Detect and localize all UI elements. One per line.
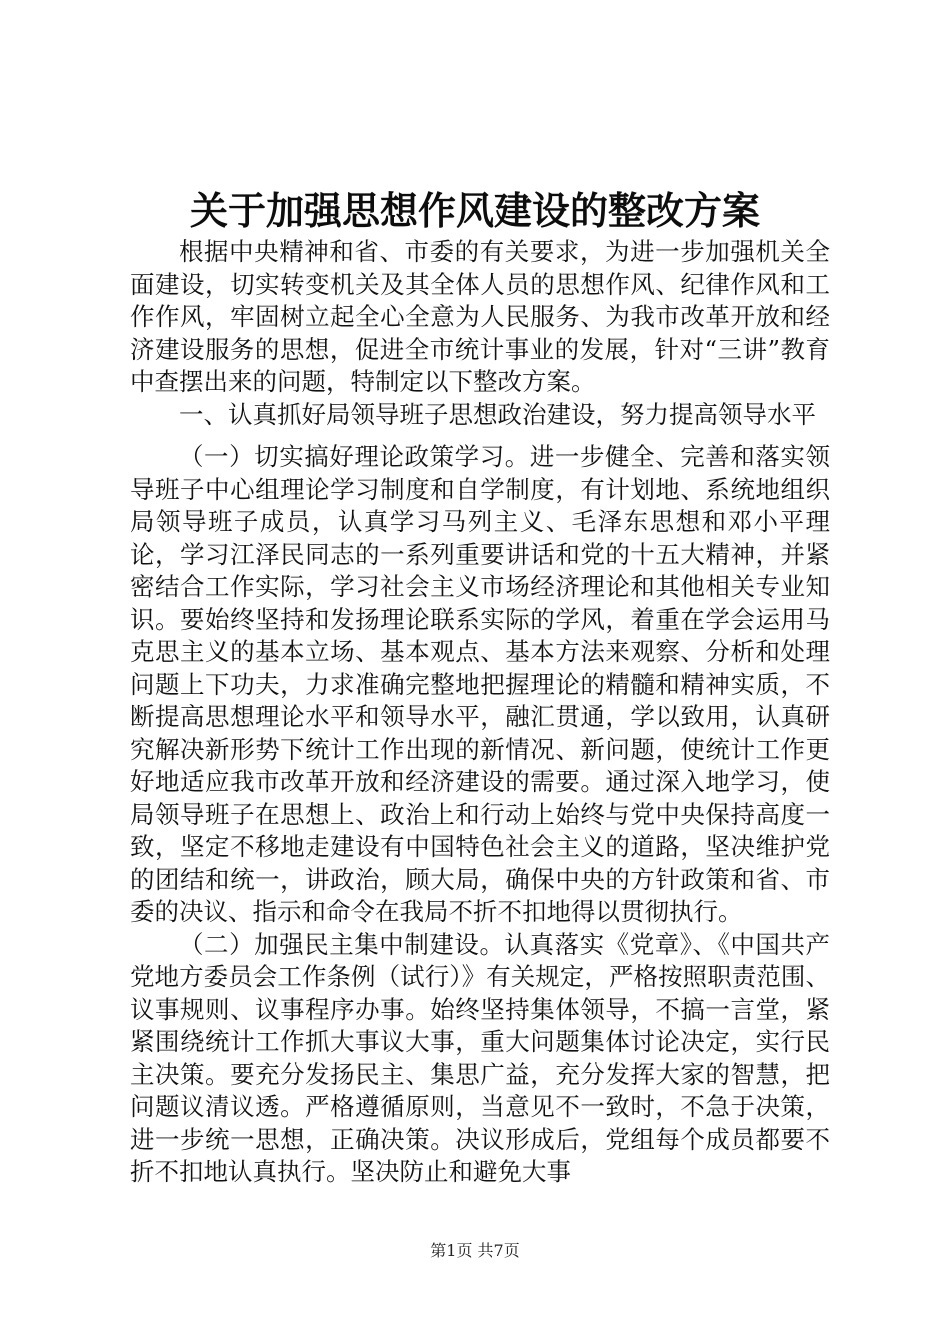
body-paragraph: （一）切实搞好理论政策学习。进一步健全、完善和落实领导班子中心组理论学习制度和自学制度，有计划地、系统地组织局领导班子成员，认真学习马列主义、毛泽东思想和邓小平理论，学习江泽民同志的一系列重要讲话和党的十五大精神，并紧密结合工作实际，学习社会主义市场经济理论和其他相关专业知识。要始终坚持和发扬理论联系实际的学风，着重在学会运用马克思主义的基本立场、基本观点、基本方法来观察、分析和处理问题上下功夫，力求准确完整地把握理论的精髓和精神实质，不断提高思想理论水平和领导水平，融汇贯通，学以致用，认真研究解决新形势下统计工作出现的新情况、新问题，使统计工作更好地适应我市改革开放和经济建设的需要。通过深入地学习，使局领导班子在思想上、政治上和行动上始终与党中央保持高度一致，坚定不移地走建设有中国特色社会主义的道路，坚决维护党的团结和统一，讲政治，顾大局，确保中央的方针政策和省、市委的决议、指示和命令在我局不折不扣地得以贯彻执行。 (130, 442, 830, 926)
body-paragraph: （二）加强民主集中制建设。认真落实《党章》、《中国共产党地方委员会工作条例（试行）》有关规定，严格按照职责范围、议事规则、议事程序办事。始终坚持集体领导，不搞一言堂，紧紧围绕统计工作抓大事议大事，重大问题集体讨论决定，实行民主决策。要充分发扬民主、集思广益，充分发挥大家的智慧，把问题议清议透。严格遵循原则，当意见不一致时，不急于决策，进一步统一思想，正确决策。决议形成后，党组每个成员都要不折不扣地认真执行。坚决防止和避免大事 (130, 929, 830, 1186)
section-heading: 一、认真抓好局领导班子思想政治建设，努力提高领导水平 (179, 399, 816, 429)
document-body (130, 236, 830, 1189)
intro-paragraph: 根据中央精神和省、市委的有关要求，为进一步加强机关全面建设，切实转变机关及其全体人员的思想作风、纪律作风和工作作风，牢固树立起全心全意为人民服务、为我市改革开放和经济建设服务的思想，促进全市统计事业的发展，针对“三讲”教育中查摆出来的问题，特制定以下整改方案。 (130, 237, 830, 396)
document-title: 关于加强思想作风建设的整改方案 (189, 188, 760, 233)
page-footer: 第1页 共7页 (430, 1241, 520, 1260)
